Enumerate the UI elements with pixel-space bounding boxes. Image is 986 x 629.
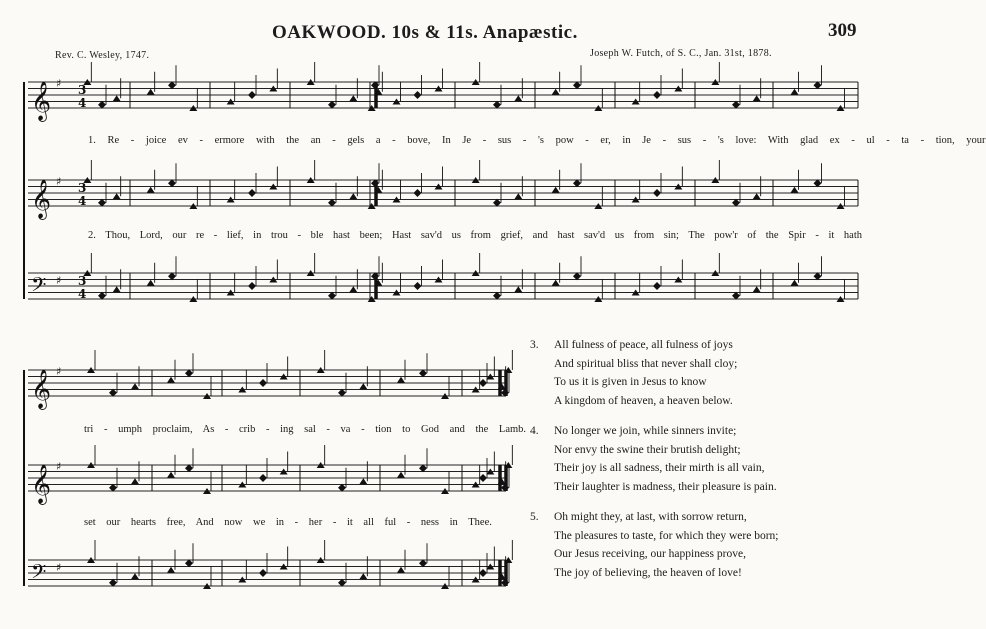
note-head: [653, 91, 661, 99]
lyric-line-verse2-system2: set our hearts free, And now we in - her - it all ful - ness in Thee.: [84, 517, 492, 528]
note-head: [753, 286, 761, 292]
note-head: [349, 95, 357, 101]
verse-line: To us it is given in Jesus to know: [554, 376, 707, 388]
note-head: [397, 472, 405, 478]
note-head: [113, 95, 121, 101]
time-signature-bottom: 4: [78, 194, 87, 208]
author-credit: Rev. C. Wesley, 1747.: [55, 50, 150, 61]
verse-line: The pleasures to taste, for which they were born;: [554, 529, 779, 542]
verse-3: [530, 336, 779, 410]
verse-line: Oh might they, at last, with sorrow return,: [554, 511, 747, 523]
note-head: [147, 89, 155, 95]
note-head: [653, 282, 661, 290]
sharp-icon: ♯: [56, 175, 62, 188]
note-head: [414, 282, 422, 290]
bass-clef-icon: 𝄢: [31, 560, 47, 588]
time-signature-bottom: 4: [78, 287, 87, 301]
page-number: 309: [828, 20, 857, 41]
note-head: [131, 573, 139, 579]
time-signature-top: 3: [78, 274, 87, 288]
note-head: [113, 193, 121, 199]
verse-5: [530, 508, 779, 582]
bass-clef-icon: 𝄢: [31, 273, 47, 301]
note-head: [113, 286, 121, 292]
note-head: [552, 89, 560, 95]
note-head: [359, 573, 367, 579]
time-signature-top: 3: [78, 83, 87, 97]
treble-clef-icon: 𝄞: [31, 81, 52, 121]
sharp-icon: ♯: [56, 561, 62, 574]
sharp-icon: ♯: [56, 460, 62, 473]
lyric-line-verse2-system1: 2. Thou, Lord, our re - lief, in trou - ble hast been; Hast sav'd us from grief, and hast sav'd us from sin; The pow'r of the Spir - it hath: [88, 230, 863, 241]
lyric-line-verse1-system2: tri - umph proclaim, As - crib - ing sal - va - tion to God and the Lamb.: [84, 424, 527, 435]
note-head: [259, 569, 267, 577]
treble-clef-icon: 𝄞: [31, 369, 52, 409]
hymn-title: OAKWOOD. 10s & 11s. Anapæstic.: [272, 22, 578, 43]
time-signature-top: 3: [78, 181, 87, 195]
note-head: [248, 282, 256, 290]
verse-number: 3.: [530, 339, 539, 351]
time-signature-bottom: 4: [78, 96, 87, 110]
note-head: [414, 189, 422, 197]
verse-number: 5.: [530, 511, 539, 523]
note-head: [479, 474, 487, 482]
note-head: [147, 280, 155, 286]
note-head: [167, 377, 175, 383]
note-head: [359, 478, 367, 484]
note-head: [259, 474, 267, 482]
sharp-icon: ♯: [56, 365, 62, 378]
note-head: [147, 187, 155, 193]
note-head: [791, 187, 799, 193]
note-head: [514, 95, 522, 101]
note-head: [791, 280, 799, 286]
sharp-icon: ♯: [56, 274, 62, 287]
verse-line: Their laughter is madness, their pleasure is pain.: [554, 480, 777, 493]
note-head: [552, 187, 560, 193]
note-head: [397, 377, 405, 383]
additional-verses: [530, 336, 779, 594]
verse-line: No longer we join, while sinners invite;: [554, 425, 737, 437]
note-head: [479, 569, 487, 577]
note-head: [359, 383, 367, 389]
note-head: [349, 286, 357, 292]
verse-line: The joy of believing, the heaven of love!: [554, 566, 742, 579]
verse-line: Our Jesus receiving, our happiness prove,: [554, 548, 746, 560]
sharp-icon: ♯: [56, 77, 62, 90]
verse-line: A kingdom of heaven, a heaven below.: [554, 394, 733, 407]
composer-credit: Joseph W. Futch, of S. C., Jan. 31st, 1878.: [590, 48, 772, 59]
verse-number: 4.: [530, 425, 539, 437]
note-head: [397, 567, 405, 573]
note-head: [753, 193, 761, 199]
note-head: [753, 95, 761, 101]
verse-line: And spiritual bliss that never shall cloy;: [554, 357, 738, 370]
note-head: [131, 478, 139, 484]
verse-line: Their joy is all sadness, their mirth is all vain,: [554, 462, 765, 474]
note-head: [791, 89, 799, 95]
treble-clef-icon: 𝄞: [31, 179, 52, 219]
note-head: [514, 193, 522, 199]
note-head: [167, 472, 175, 478]
verse-4: [530, 422, 779, 496]
note-head: [653, 189, 661, 197]
note-head: [414, 91, 422, 99]
note-head: [479, 379, 487, 387]
verse-line: Nor envy the swine their brutish delight;: [554, 443, 741, 456]
note-head: [131, 383, 139, 389]
note-head: [552, 280, 560, 286]
note-head: [259, 379, 267, 387]
note-head: [248, 91, 256, 99]
note-head: [349, 193, 357, 199]
note-head: [514, 286, 522, 292]
note-head: [167, 567, 175, 573]
note-head: [248, 189, 256, 197]
verse-line: All fulness of peace, all fulness of joys: [554, 339, 733, 351]
lyric-line-verse1-system1: 1. Re - joice ev - ermore with the an - gels a - bove, In Je - sus - 's pow - er, in Je - sus - 's love: With glad ex - ul - ta - tion, your: [88, 135, 986, 146]
treble-clef-icon: 𝄞: [31, 464, 52, 504]
